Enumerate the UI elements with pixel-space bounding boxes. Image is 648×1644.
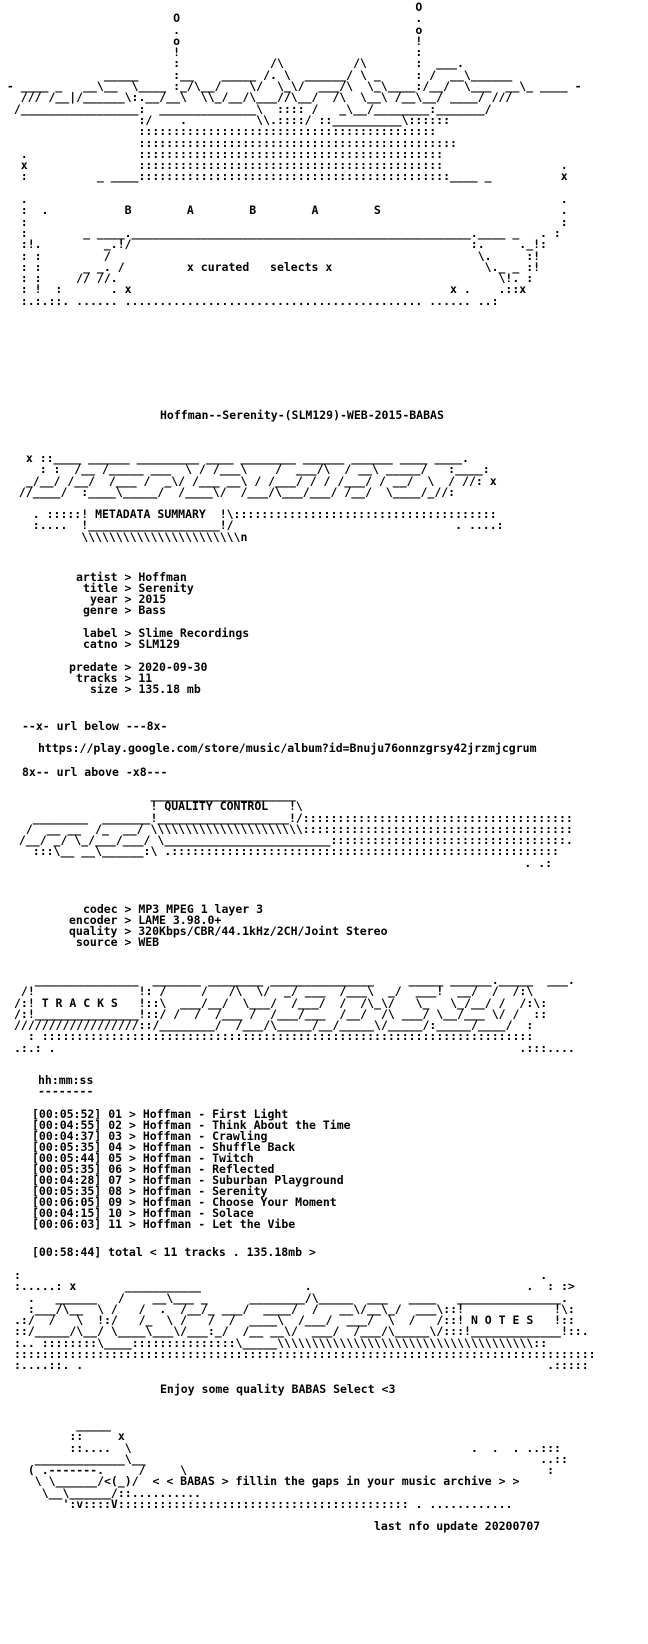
track-title: Reflected: [212, 1162, 275, 1176]
babas-header-ascii-art: O O . . o o ! ! : : /\ /\ : ___. _____ :__ _____ /. \ ______/ \ _ : / __\______ - ____ _ __\__ \____ :_/\__/ \/ \_\/ ___/\ \_\____:/__/ \___ __\_ ____ - /// /__|/______\:.__/__\ \\_/__/\___//\__/ /\ \__\ /__\__/ ____/ /// /_________________: ______________\ :::: / _\__/________:_______/ :/ . \\.::::/ ::__________\:::::: ::::::::::::::::::::::::::::::::::::::::::: :::::::::::::::::::::::::::::::::::::::::::::: . :::::::::::::::::::::::::::::::::::::::::::: x :::::::::::::::::::::::::::::::::::::::::::: . : _ ____:::::::::::::::::::::::::::::::::::::::::::::____ _ x . . : . B A B A S . : : : _ ____._________________________________________________.____ _ . : :!. _.!/ :. ._!: : : / \. :! : : _ _. / x curated selects x \._ _ :! : : // //. \!. : : ! : . x x . .::x :.:.::. ...... ........................................... ...... ..:: [6, 0, 582, 308]
field-key-artist: artist > Hoffman: [76, 570, 187, 584]
track-number: 08: [108, 1184, 123, 1198]
field-key-quality: quality > 320Kbps/CBR/44.1kHz/2CH/Joint Stereo: [69, 924, 388, 938]
field-value-source: WEB: [138, 935, 160, 949]
track-row: [00:06:05] 09 > Hoffman - Choose Your Moment: [32, 1195, 337, 1209]
url-below-marker: --x- url below ---8x-: [22, 719, 168, 733]
track-artist: Hoffman: [142, 1162, 192, 1176]
field-key-year: year > 2015: [90, 592, 167, 606]
track-artist: Hoffman: [142, 1173, 192, 1187]
track-row: [00:04:28] 07 > Hoffman - Suburban Playground: [32, 1173, 344, 1187]
track-row: [00:05:35] 06 > Hoffman - Reflected: [32, 1162, 275, 1176]
track-time: [00:05:44]: [32, 1151, 102, 1165]
track-title: Solace: [212, 1206, 254, 1220]
field-key-catno: catno > SLM129: [83, 637, 180, 651]
field-key-encoder: encoder > LAME 3.98.0+: [69, 913, 222, 927]
track-artist: Hoffman: [142, 1118, 192, 1132]
track-number: 02: [108, 1118, 123, 1132]
track-row: [00:04:15] 10 > Hoffman - Solace: [32, 1206, 254, 1220]
track-title: Choose Your Moment: [212, 1195, 337, 1209]
field-key-size: size > 135.18 mb: [90, 682, 201, 696]
track-number: 06: [108, 1162, 123, 1176]
last-update-text: last nfo update 20200707: [374, 1519, 541, 1533]
track-row: [00:05:35] 04 > Hoffman - Shuffle Back: [32, 1140, 296, 1154]
field-value-title: Serenity: [138, 581, 194, 595]
tracklist-header-label: hh:mm:ss: [38, 1073, 94, 1087]
track-title: Crawling: [212, 1129, 268, 1143]
track-artist: Hoffman: [142, 1151, 192, 1165]
field-value-artist: Hoffman: [138, 570, 187, 584]
metadata-banner-art: x ::____ ______ _________ ____ ________ ______ ______ ____ ____. : : /__ /_____ ___ \ / /___\ / ___/\ / __\ _____/ :____: _/__/ /__/ /___ / _\/ /___ __\ / /___/ / / /___/ / __/ \ / //: x //____/ :____\_____/ /____\/ /___/\___/___/ /__/ \____/_//:: [18, 451, 497, 499]
field-value-predate: 2020-09-30: [138, 660, 208, 674]
notes-text: Enjoy some quality BABAS Select <3: [160, 1382, 396, 1396]
metadata-title-art: . :::::! METADATA SUMMARY !\:::::::::::::::::::::::::::::::::::::: :.... !___________________!/ . ....: \\\\\\\\\\\\\\\\\\\\\\\n: [32, 507, 504, 544]
track-time: [00:04:15]: [32, 1206, 102, 1220]
track-title: Think About the Time: [212, 1118, 351, 1132]
track-number: 09: [108, 1195, 123, 1209]
track-row: [00:04:55] 02 > Hoffman - Think About the Time: [32, 1118, 351, 1132]
field-value-catno: SLM129: [138, 637, 180, 651]
track-row: [00:06:03] 11 > Hoffman - Let the Vibe: [32, 1217, 296, 1231]
field-key-source: source > WEB: [76, 935, 160, 949]
track-title: Suburban Playground: [212, 1173, 344, 1187]
tracklist-total: [00:58:44] total < 11 tracks . 135.18mb >: [32, 1245, 316, 1259]
track-artist: Hoffman: [142, 1195, 192, 1209]
field-value-tracks: 11: [138, 671, 153, 685]
tracklist-header-rule: --------: [38, 1084, 94, 1098]
track-artist: Hoffman: [142, 1129, 192, 1143]
track-time: [00:06:03]: [32, 1217, 102, 1231]
field-value-year: 2015: [138, 592, 167, 606]
field-key-genre: genre > Bass: [83, 603, 167, 617]
track-time: [00:04:37]: [32, 1129, 102, 1143]
release-url-link[interactable]: https://play.google.com/store/music/album?id=Bnuju76onnzgrsy42jrzmjcgrum: [38, 741, 537, 755]
tracks-banner-art: _______________ _______ ________ _______________ _____ ______._____ ___. /! !: / / /\ \/ _/ ___ /___\ _/ ___! __/ / /:\ /:! T R A C K S !::\ ___/__/ \___/ /___/ / /\_\/ \_ \_/__/ / /:\: /:!_______________!::/ / / /___ / /___/___ /__/ /\ ___/ \__/___ \/ / :: //////////////////::/________/ /___/\_____/__/_____\/_____/:_____/____/ : : ::::::::::::::::::::::::::::::::::::::::::::::::::::::::::::::::::::::: .:.: . .:::....: [14, 973, 575, 1055]
track-title: Serenity: [212, 1184, 268, 1198]
field-key-codec: codec > MP3 MPEG 1 layer 3: [83, 902, 264, 916]
track-number: 07: [108, 1173, 123, 1187]
track-number: 05: [108, 1151, 123, 1165]
track-artist: Hoffman: [142, 1140, 192, 1154]
track-time: [00:05:35]: [32, 1140, 102, 1154]
field-value-size: 135.18 mb: [138, 682, 201, 696]
track-title: First Light: [212, 1107, 289, 1121]
track-row: [00:05:44] 05 > Hoffman - Twitch: [32, 1151, 254, 1165]
track-row: [00:05:35] 08 > Hoffman - Serenity: [32, 1184, 268, 1198]
track-title: Twitch: [212, 1151, 254, 1165]
track-number: 03: [108, 1129, 123, 1143]
track-time: [00:04:55]: [32, 1118, 102, 1132]
url-above-marker: 8x-- url above -x8---: [22, 765, 168, 779]
track-time: [00:05:35]: [32, 1162, 102, 1176]
field-value-quality: 320Kbps/CBR/44.1kHz/2CH/Joint Stereo: [138, 924, 388, 938]
quality-control-banner-art: _____________________ ! QUALITY CONTROL !\ ________ _______!___________________!/::::::::::::::::::::::::::::::::::::::: / __ __ /_ __/ \\\\\\\\\\\\\\\\\\\\\\::::::::::::::::::::::::::::::::::::::: /__/ _/ \_/___/___/ \________________________::::::::::::::::::::::::::::::::::. :::\__ __\______:\ .:::::::::::::::::::::::::::::::::::::::::::::::::::::::: . .:: [18, 788, 573, 870]
track-time: [00:05:52]: [32, 1107, 102, 1121]
track-artist: Hoffman: [142, 1184, 192, 1198]
field-key-predate: predate > 2020-09-30: [69, 660, 208, 674]
track-number: 04: [108, 1140, 123, 1154]
track-title: Shuffle Back: [212, 1140, 296, 1154]
track-row: [00:04:37] 03 > Hoffman - Crawling: [32, 1129, 268, 1143]
field-value-label: Slime Recordings: [138, 626, 250, 640]
release-name: Hoffman--Serenity-(SLM129)-WEB-2015-BABAS: [160, 408, 444, 422]
field-key-tracks: tracks > 11: [76, 671, 153, 685]
track-number: 10: [108, 1206, 123, 1220]
field-value-encoder: LAME 3.98.0+: [138, 913, 222, 927]
track-number: 11: [108, 1217, 123, 1231]
footer-babas-art: _____ :: x ::.... \ . . . ..::: _____________\__ ..:: ( .-------. / \ : \ \______/<(_)/ < < BABAS > fillin the gaps in your music archive > > \__\______/::.......... ':v::::V:::::::::::::::::::::::::::::::::::::::::: . ............: [27, 1418, 568, 1512]
track-time: [00:06:05]: [32, 1195, 102, 1209]
track-row: [00:05:52] 01 > Hoffman - First Light: [32, 1107, 289, 1121]
field-value-genre: Bass: [138, 603, 167, 617]
field-key-title: title > Serenity: [83, 581, 194, 595]
track-artist: Hoffman: [142, 1206, 192, 1220]
track-number: 01: [108, 1107, 123, 1121]
field-value-codec: MP3 MPEG 1 layer 3: [138, 902, 264, 916]
notes-banner-art: : . :.....: x ___________ . . : :> . ______ / __\___ _ ________/\_____ ___ ____ _______________. :___/\__ \ / / . /__/_ ___/ ____/ / __\/__\_/ ___\::! !\: .:/ / \ !:/ /_ \ / / / ____\ /___/ ___/ \ / /::! N O T E S !:: ::/_____/\__/ \____\___\/___:_/ /__ __\/ ___/ /___/\_____\/:::!_____________!::. :.. ::::::::\____:::::::::::::::\_____\\\\\\\\\\\\\\\\\\\\\\\\\\\\\\\\\\\\\:: :::::::::::::::::::::::::::::::::::::::::::::::::::::::::::::::::::::::::::::::::::: :....::. . .:::::: [14, 1268, 596, 1373]
track-time: [00:04:28]: [32, 1173, 102, 1187]
field-key-label: label > Slime Recordings: [83, 626, 250, 640]
track-artist: Hoffman: [142, 1217, 192, 1231]
track-artist: Hoffman: [142, 1107, 192, 1121]
quality-fields: [0, 902, 388, 972]
track-title: Let the Vibe: [212, 1217, 296, 1231]
metadata-fields: [0, 570, 250, 696]
track-time: [00:05:35]: [32, 1184, 102, 1198]
